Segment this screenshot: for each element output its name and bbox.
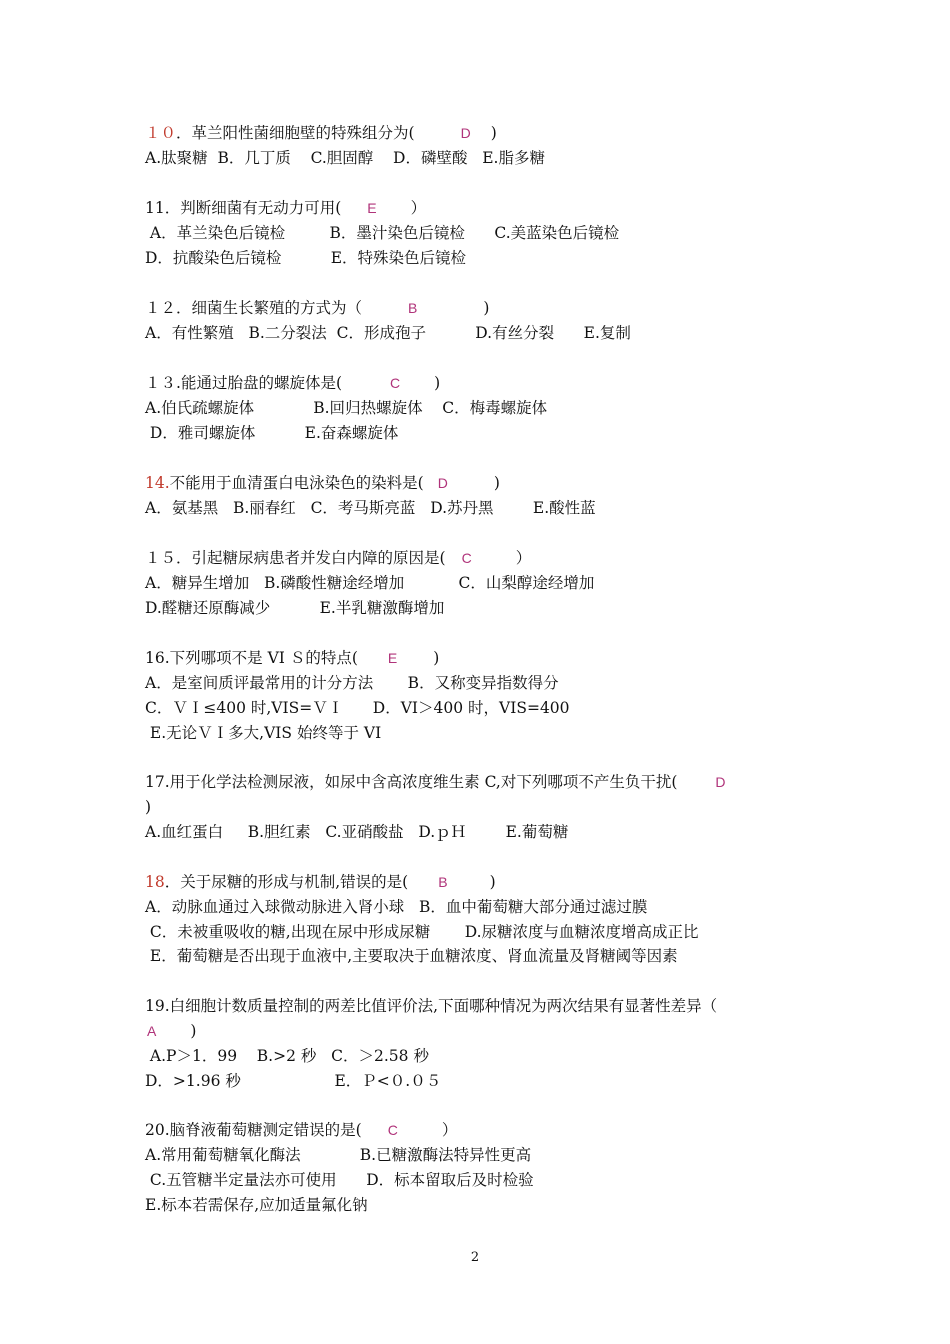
option-line: A．革兰染色后镜检 B．墨汁染色后镜检 C.美蓝染色后镜检: [145, 224, 620, 242]
answer-mark: C: [387, 1122, 398, 1138]
question-16-stem: [145, 648, 439, 668]
page-number: 2: [470, 1250, 480, 1265]
question-number: 11: [145, 199, 165, 217]
question-number: １３: [145, 374, 177, 392]
question-text: ．革兰阳性菌细胞壁的特殊组分为(: [176, 124, 415, 142]
question-12-stem: [145, 298, 489, 318]
option-line: A.P＞1．99 B.>2 秒 C．＞2.58 秒: [145, 1047, 429, 1065]
option-line: A.伯氏疏螺旋体 B.回归热螺旋体 C．梅毒螺旋体: [145, 399, 548, 417]
question-13-stem: [145, 373, 440, 393]
option-line: D．>1.96 秒 E．Ｐ<０.０５: [145, 1072, 442, 1090]
question-close: ）: [441, 1121, 458, 1139]
option-line: D．抗酸染色后镜检 E．特殊染色后镜检: [145, 249, 467, 267]
question-number: 20.: [145, 1121, 170, 1139]
option-line: A.常用葡萄糖氧化酶法 B.已糖激酶法特异性更高: [145, 1146, 532, 1164]
question-number: １０: [145, 124, 177, 142]
option-line: A．动脉血通过入球微动脉进入肾小球 B．血中葡萄糖大部分通过滤过膜: [145, 898, 648, 916]
question-15-stem: [145, 548, 531, 568]
question-18-stem: [145, 872, 496, 892]
option-line: E.标本若需保存,应加适量氟化钠: [145, 1196, 368, 1214]
question-19-answer-line: [145, 1021, 196, 1041]
answer-mark: E: [387, 650, 398, 666]
option-line: C．未被重吸收的糖,出现在尿中形成尿糖 D.尿糖浓度与血糖浓度增高成正比: [145, 923, 699, 941]
question-number: １５: [145, 549, 177, 567]
question-11-stem: [145, 198, 426, 218]
question-number: 14.: [145, 474, 170, 492]
question-close: ): [190, 1022, 197, 1040]
question-close: ): [489, 873, 496, 891]
answer-mark: D: [715, 774, 726, 790]
question-text: 不能用于血清蛋白电泳染色的染料是(: [169, 474, 424, 492]
option-line: A．氨基黑 B.丽春红 C．考马斯亮蓝 D.苏丹黑 E.酸性蓝: [145, 499, 596, 517]
answer-mark: C: [390, 375, 401, 391]
question-close: ): [493, 474, 500, 492]
question-20-stem: [145, 1120, 457, 1140]
option-line: A．有性繁殖 B.二分裂法 C．形成孢子 D.有丝分裂 E.复制: [145, 324, 631, 342]
question-close: ): [483, 299, 490, 317]
answer-mark: A: [147, 1023, 157, 1039]
answer-mark: D: [437, 475, 448, 491]
question-close: ): [145, 798, 152, 816]
question-close: ）: [515, 549, 532, 567]
option-line: E．葡萄糖是否出现于血液中,主要取决于血糖浓度、肾血流量及肾糖阈等因素: [145, 947, 678, 965]
answer-mark: B: [408, 300, 418, 316]
question-text: .能通过胎盘的螺旋体是(: [176, 374, 342, 392]
question-text: 白细胞计数质量控制的两差比值评价法,下面哪种情况为两次结果有显著性差异（: [169, 997, 718, 1015]
option-line: C.五管糖半定量法亦可使用 D．标本留取后及时检验: [145, 1171, 534, 1189]
question-close: ): [490, 124, 497, 142]
option-line: D.醛糖还原酶减少 E.半乳糖激酶增加: [145, 599, 445, 617]
question-number: 17.: [145, 773, 170, 791]
question-text: ．引起糖尿病患者并发白内障的原因是(: [176, 549, 446, 567]
answer-mark: E: [367, 200, 377, 216]
question-text: ．判断细菌有无动力可用(: [164, 199, 342, 217]
answer-mark: D: [460, 125, 471, 141]
answer-mark: C: [461, 550, 472, 566]
option-line: C．ＶＩ≤400 时,VIS=ＶＩ D．VI＞400 时，VIS=400: [145, 699, 570, 717]
question-14-stem: [145, 473, 500, 493]
question-10-stem: [145, 123, 497, 143]
question-number: 19.: [145, 997, 170, 1015]
question-number: 18: [145, 873, 165, 891]
option-line: A.肽聚糖 B．几丁质 C.胆固醇 D．磷壁酸 E.脂多糖: [145, 149, 545, 167]
option-line: D．雅司螺旋体 E.奋森螺旋体: [145, 424, 399, 442]
question-number: １２: [145, 299, 177, 317]
option-line: A．糖异生增加 B.磷酸性糖途经增加 C．山梨醇途经增加: [145, 574, 595, 592]
option-line: E.无论ＶＩ多大,VIS 始终等于 VI: [145, 724, 382, 742]
question-close: ): [434, 374, 441, 392]
question-close: ): [433, 649, 440, 667]
question-number: 16.: [145, 649, 170, 667]
question-text: ．细菌生长繁殖的方式为（: [176, 299, 363, 317]
question-text: 下列哪项不是 VI Ｓ的特点(: [169, 649, 358, 667]
question-text: ．关于尿糖的形成与机制,错误的是(: [164, 873, 409, 891]
answer-mark: B: [438, 874, 448, 890]
question-19-stem: [145, 996, 717, 1016]
question-text: 脑脊液葡萄糖测定错误的是(: [169, 1121, 362, 1139]
question-close: ）: [410, 199, 427, 217]
option-line: A.血红蛋白 B.胆红素 C.亚硝酸盐 D.ｐＨ E.葡萄糖: [145, 823, 569, 841]
question-text: 用于化学法检测尿液，如尿中含高浓度维生素 C,对下列哪项不产生负干扰(: [169, 773, 678, 791]
option-line: A．是室间质评最常用的计分方法 B．又称变异指数得分: [145, 674, 559, 692]
question-17-stem: [145, 772, 726, 792]
